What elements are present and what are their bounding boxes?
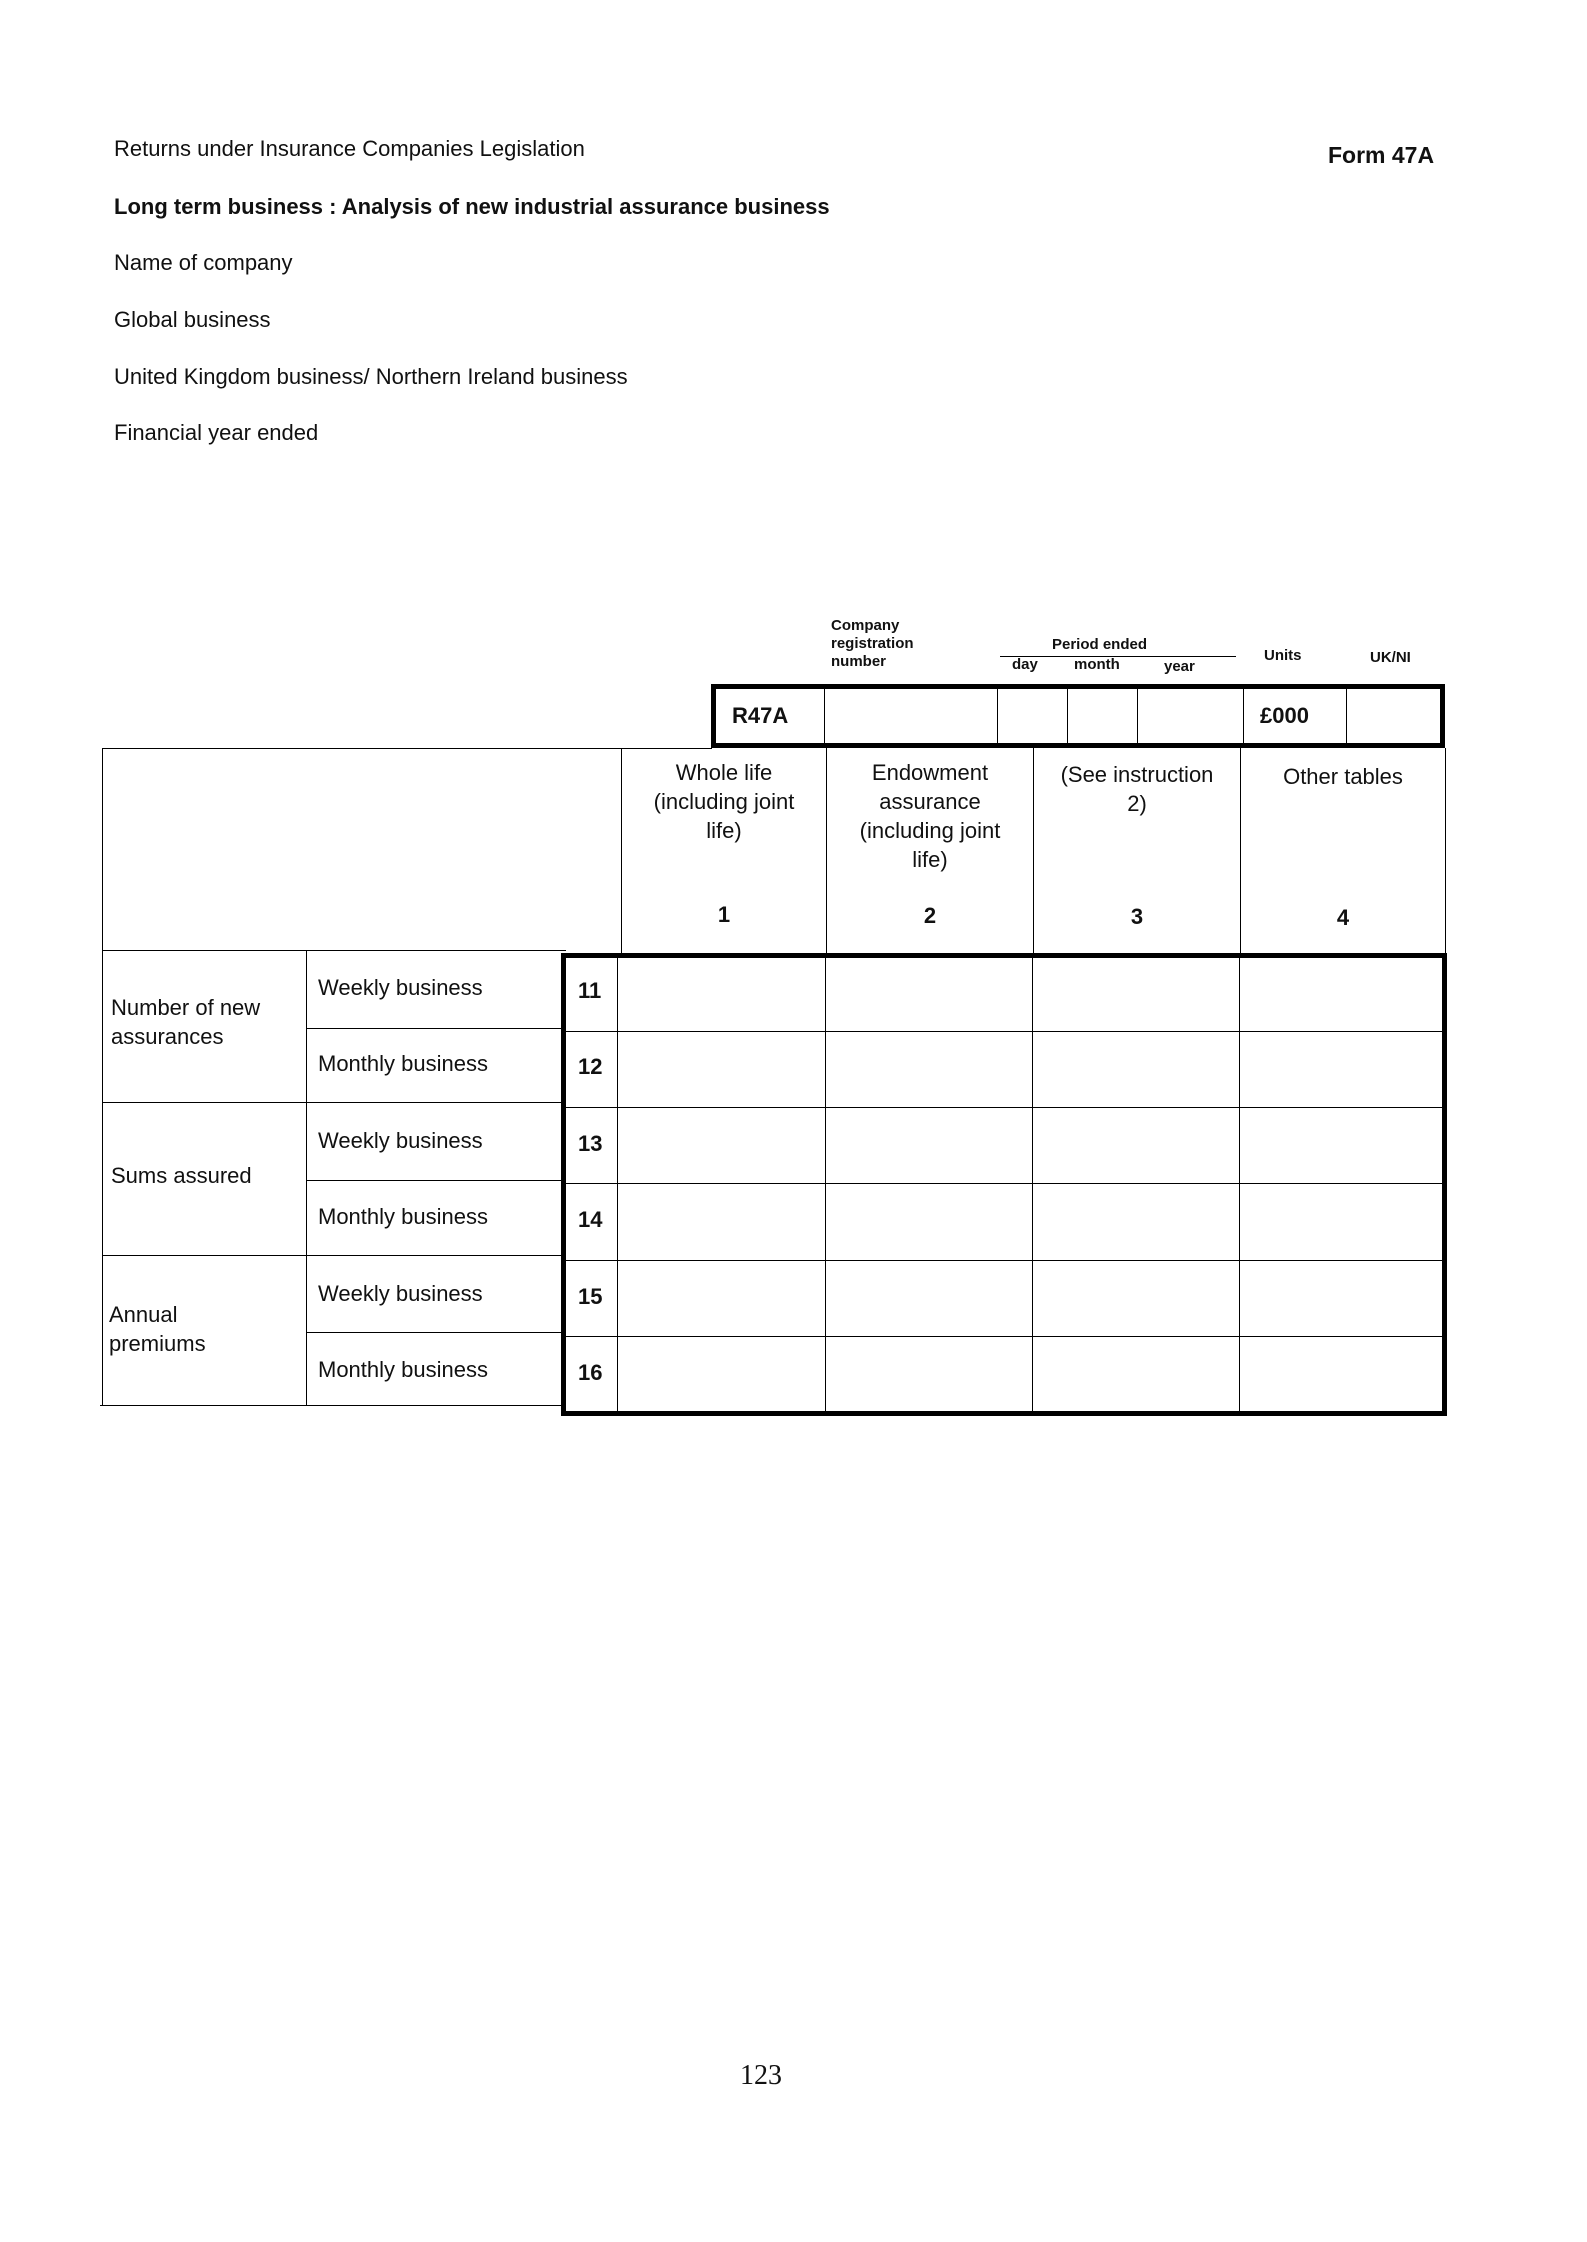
table-cell[interactable] — [1241, 1034, 1442, 1106]
table-cell[interactable] — [1241, 1263, 1442, 1335]
table-cell[interactable] — [827, 958, 1030, 1030]
row-13-label: Weekly business — [318, 1128, 483, 1153]
table-cell[interactable] — [827, 1339, 1030, 1411]
table-cell[interactable] — [827, 1034, 1030, 1106]
table-cell[interactable] — [1034, 1263, 1237, 1335]
col-endowment-heading — [830, 758, 1030, 874]
uk-ni-label: UK/NI — [1370, 649, 1411, 666]
table-cell[interactable] — [1034, 1186, 1237, 1258]
day-label: day — [1012, 656, 1038, 673]
col-4-number: 4 — [1336, 905, 1350, 930]
company-reg-field[interactable] — [825, 689, 998, 743]
returns-line: Returns under Insurance Companies Legislation — [114, 136, 585, 161]
row-11-number: 11 — [578, 978, 602, 1003]
row-14-label: Monthly business — [318, 1204, 488, 1229]
uk-ni-field[interactable] — [1347, 689, 1440, 743]
period-ended-label: Period ended — [1052, 636, 1148, 653]
year-field[interactable] — [1138, 689, 1244, 743]
col-whole-life-heading — [626, 758, 822, 845]
table-cell[interactable] — [1241, 1110, 1442, 1182]
row-16-number: 16 — [578, 1360, 603, 1385]
table-cell[interactable] — [619, 1186, 823, 1258]
row-15-label: Weekly business — [318, 1281, 483, 1306]
group-sums-assured: Sums assured — [111, 1163, 252, 1188]
table-cell[interactable] — [1241, 958, 1442, 1030]
table-cell[interactable] — [827, 1186, 1030, 1258]
table-cell[interactable] — [619, 1034, 823, 1106]
col-4-label: Other tables — [1283, 764, 1403, 789]
row-12-label: Monthly business — [318, 1051, 488, 1076]
row-12-number: 12 — [578, 1054, 603, 1079]
table-cell[interactable] — [1034, 1339, 1237, 1411]
company-reg-label: Company registration number — [831, 617, 914, 670]
form-id: Form 47A — [1328, 142, 1435, 168]
col-other-tables-heading — [1244, 762, 1442, 791]
return-code-box — [711, 684, 1445, 748]
table-cell[interactable] — [827, 1110, 1030, 1182]
group-number-of-new-assurances: Number of new assurances — [111, 995, 261, 1049]
table-cell[interactable] — [619, 1263, 823, 1335]
group-annual-premiums: Annual premiums — [109, 1302, 206, 1356]
form-title: Long term business : Analysis of new industrial assurance business — [114, 194, 830, 219]
uk-ni-business-label: United Kingdom business/ Northern Ireland business — [114, 364, 628, 389]
table-cell[interactable] — [1034, 1034, 1237, 1106]
month-label: month — [1074, 656, 1120, 673]
financial-year-label: Financial year ended — [114, 420, 319, 445]
col-2-number: 2 — [923, 903, 937, 928]
col-1-number: 1 — [717, 902, 731, 927]
table-cell[interactable] — [1034, 1110, 1237, 1182]
year-label: year — [1164, 658, 1195, 675]
table-cell[interactable] — [1241, 1339, 1442, 1411]
row-15-number: 15 — [578, 1284, 603, 1309]
table-cell[interactable] — [827, 1263, 1030, 1335]
form-code-cell: R47A — [716, 689, 825, 743]
month-field[interactable] — [1068, 689, 1138, 743]
table-cell[interactable] — [1241, 1186, 1442, 1258]
page-number: 123 — [740, 2060, 782, 2091]
col-3-label: (See instruction 2) — [1060, 762, 1214, 816]
name-of-company-label: Name of company — [114, 250, 293, 275]
col-2-label: Endowment assurance (including joint life) — [859, 760, 1001, 872]
row-16-label: Monthly business — [318, 1357, 488, 1382]
global-business-label: Global business — [114, 307, 271, 332]
units-field[interactable]: £000 — [1244, 689, 1347, 743]
row-11-label: Weekly business — [318, 975, 483, 1000]
col-3-number: 3 — [1130, 904, 1144, 929]
col-1-label: Whole life (including joint life) — [653, 760, 795, 843]
table-cell[interactable] — [619, 1110, 823, 1182]
day-field[interactable] — [998, 689, 1068, 743]
col-see-instruction-heading — [1037, 760, 1237, 818]
table-cell[interactable] — [619, 958, 823, 1030]
row-13-number: 13 — [578, 1131, 603, 1156]
row-14-number: 14 — [578, 1207, 603, 1232]
table-cell[interactable] — [619, 1339, 823, 1411]
table-cell[interactable] — [1034, 958, 1237, 1030]
units-label: Units — [1264, 647, 1302, 664]
